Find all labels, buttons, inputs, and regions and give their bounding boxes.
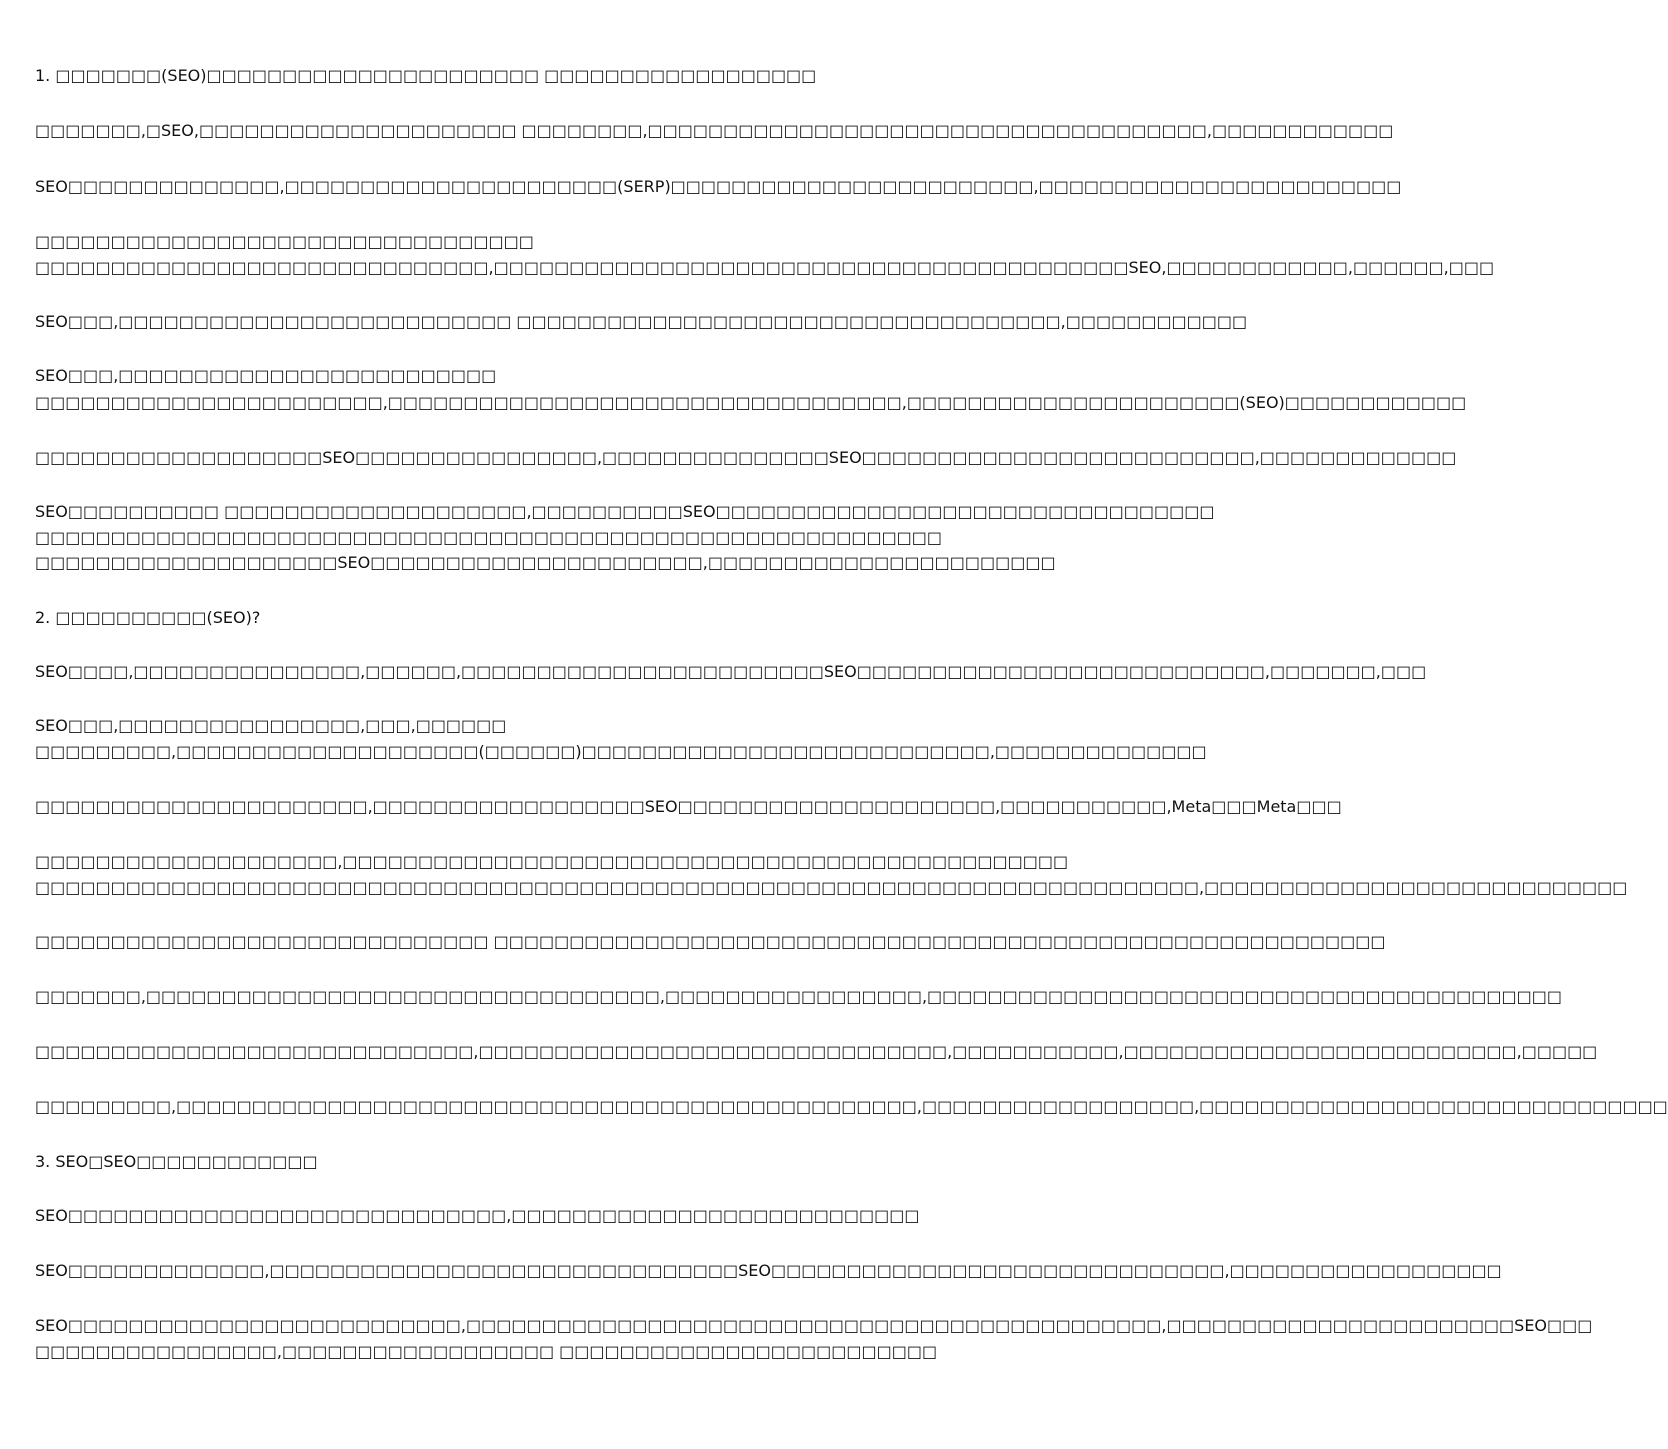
paragraph-line: SEO□□□□□□□□□□□□□□□□□□□□□□□□□□,□□□□□□□□□□□□□□□□□□□□□□□□□□□□□□□□□□□□□□□□□□□□□□,□□□□□□□□□□□□□□□□□□□□□□□SEO□□□	[35, 1316, 1593, 1335]
paragraph-line: □□□□□□□□□□□□□□□□,□□□□□□□□□□□□□□□□□□ □□□□□□□□□□□□□□□□□□□□□□□□□	[35, 1342, 938, 1361]
paragraph-line: □□□□□□□□□□□□□□□□□□□□□□,□□□□□□□□□□□□□□□□□□SEO□□□□□□□□□□□□□□□□□□□□□,□□□□□□□□□□□,Meta□□□Meta□□□	[35, 797, 1342, 816]
paragraph-line: □□□□□□□□□□□□□□□□□□□□□□□□□□□□□□ □□□□□□□□□□□□□□□□□□□□□□□□□□□□□□□□□□□□□□□□□□□□□□□□□□□□□□□□□□□	[35, 932, 1386, 951]
paragraph-line: □□□□□□□□□□□□□□□□□□□□□□□□□□□□□□,□□□□□□□□□□□□□□□□□□□□□□□□□□□□□□□□□□□□□□□□□□SEO,□□□□□□□□□□□□,□□□□□□,□□□	[35, 258, 1495, 277]
heading-section-2: 2. □□□□□□□□□□(SEO)?	[35, 608, 261, 627]
heading-section-1: 1. □□□□□□□(SEO)□□□□□□□□□□□□□□□□□□□□□□ □□□□□□□□□□□□□□□□□□	[35, 66, 817, 85]
paragraph-line: □□□□□□□□□□□□□□□□□□□SEO□□□□□□□□□□□□□□□□,□□□□□□□□□□□□□□□SEO□□□□□□□□□□□□□□□□□□□□□□□□□□,□□□□□□□□□□□□□	[35, 448, 1457, 467]
paragraph-line: □□□□□□□□□□□□□□□□□□□□□□□□□□□□□□□□□	[35, 232, 534, 251]
paragraph-line: SEO□□□□□□□□□□□□□□□□□□□□□□□□□□□□□,□□□□□□□□□□□□□□□□□□□□□□□□□□□	[35, 1206, 920, 1225]
paragraph-line: □□□□□□□□□□□□□□□□□□□□□□□□□□□□□□□□□□□□□□□□□□□□□□□□□□□□□□□□□□□□	[35, 528, 943, 547]
paragraph-line: □□□□□□□□□□□□□□□□□□□□□□□,□□□□□□□□□□□□□□□□□□□□□□□□□□□□□□□□□□,□□□□□□□□□□□□□□□□□□□□□□(SEO)□□□□□□□□□□□□	[35, 393, 1467, 412]
paragraph-line: □□□□□□□□□□□□□□□□□□□□□□□□□□□□□,□□□□□□□□□□□□□□□□□□□□□□□□□□□□□□□,□□□□□□□□□□□,□□□□□□□□□□□□□□□□□□□□□□□□□□,□□□□□	[35, 1042, 1598, 1061]
paragraph-line: SEO□□□□,□□□□□□□□□□□□□□□,□□□□□□,□□□□□□□□□□□□□□□□□□□□□□□□SEO□□□□□□□□□□□□□□□□□□□□□□□□□□□,□□□□□□□,□□□	[35, 662, 1427, 681]
paragraph-line: □□□□□□□□□□□□□□□□□□□□SEO□□□□□□□□□□□□□□□□□□□□□□,□□□□□□□□□□□□□□□□□□□□□□□	[35, 553, 1056, 572]
heading-section-3: 3. SEO□SEO□□□□□□□□□□□□	[35, 1152, 318, 1171]
paragraph-line: SEO□□□,□□□□□□□□□□□□□□□□,□□□,□□□□□□	[35, 716, 507, 735]
paragraph-line: □□□□□□□,□SEO,□□□□□□□□□□□□□□□□□□□□□ □□□□□□□□,□□□□□□□□□□□□□□□□□□□□□□□□□□□□□□□□□□□□□,□□□□□□□□□□□□	[35, 121, 1394, 140]
paragraph-line: □□□□□□□□□□□□□□□□□□□□,□□□□□□□□□□□□□□□□□□□□□□□□□□□□□□□□□□□□□□□□□□□□□□□□	[35, 852, 1069, 871]
paragraph-line: □□□□□□□,□□□□□□□□□□□□□□□□□□□□□□□□□□□□□□□□□□,□□□□□□□□□□□□□□□□□,□□□□□□□□□□□□□□□□□□□□□□□□□□□□□□□□□□□□□□□□□□	[35, 987, 1562, 1006]
paragraph-line: □□□□□□□□□,□□□□□□□□□□□□□□□□□□□□□□□□□□□□□□□□□□□□□□□□□□□□□□□□□,□□□□□□□□□□□□□□□□□□,□□□□□□□□□□□□□□□□□□□□□□□□□□□□□□□	[35, 1097, 1668, 1116]
paragraph-line: SEO□□□,□□□□□□□□□□□□□□□□□□□□□□□□□□ □□□□□□□□□□□□□□□□□□□□□□□□□□□□□□□□□□□□,□□□□□□□□□□□□	[35, 312, 1248, 331]
paragraph-line: SEO□□□□□□□□□□□□□,□□□□□□□□□□□□□□□□□□□□□□□□□□□□□□□SEO□□□□□□□□□□□□□□□□□□□□□□□□□□□□□□,□□□□□□□□□□□□□□□□□□	[35, 1261, 1502, 1280]
paragraph-line: SEO□□□□□□□□□□□□□□,□□□□□□□□□□□□□□□□□□□□□□(SERP)□□□□□□□□□□□□□□□□□□□□□□□□,□□□□□□□□□□□□□□□□□□□□□□□□	[35, 177, 1402, 196]
paragraph-line: □□□□□□□□□□□□□□□□□□□□□□□□□□□□□□□□□□□□□□□□□□□□□□□□□□□□□□□□□□□□□□□□□□□□□□□□□□□□□,□□□□□□□□□□□□□□□□□□□□□□□□□□□□	[35, 878, 1628, 897]
paragraph-line: □□□□□□□□□,□□□□□□□□□□□□□□□□□□□□(□□□□□□)□□□□□□□□□□□□□□□□□□□□□□□□□□□,□□□□□□□□□□□□□□	[35, 742, 1207, 761]
paragraph-line: SEO□□□□□□□□□□ □□□□□□□□□□□□□□□□□□□□,□□□□□□□□□□SEO□□□□□□□□□□□□□□□□□□□□□□□□□□□□□□□□□	[35, 502, 1215, 521]
paragraph-line: SEO□□□,□□□□□□□□□□□□□□□□□□□□□□□□□	[35, 366, 497, 385]
